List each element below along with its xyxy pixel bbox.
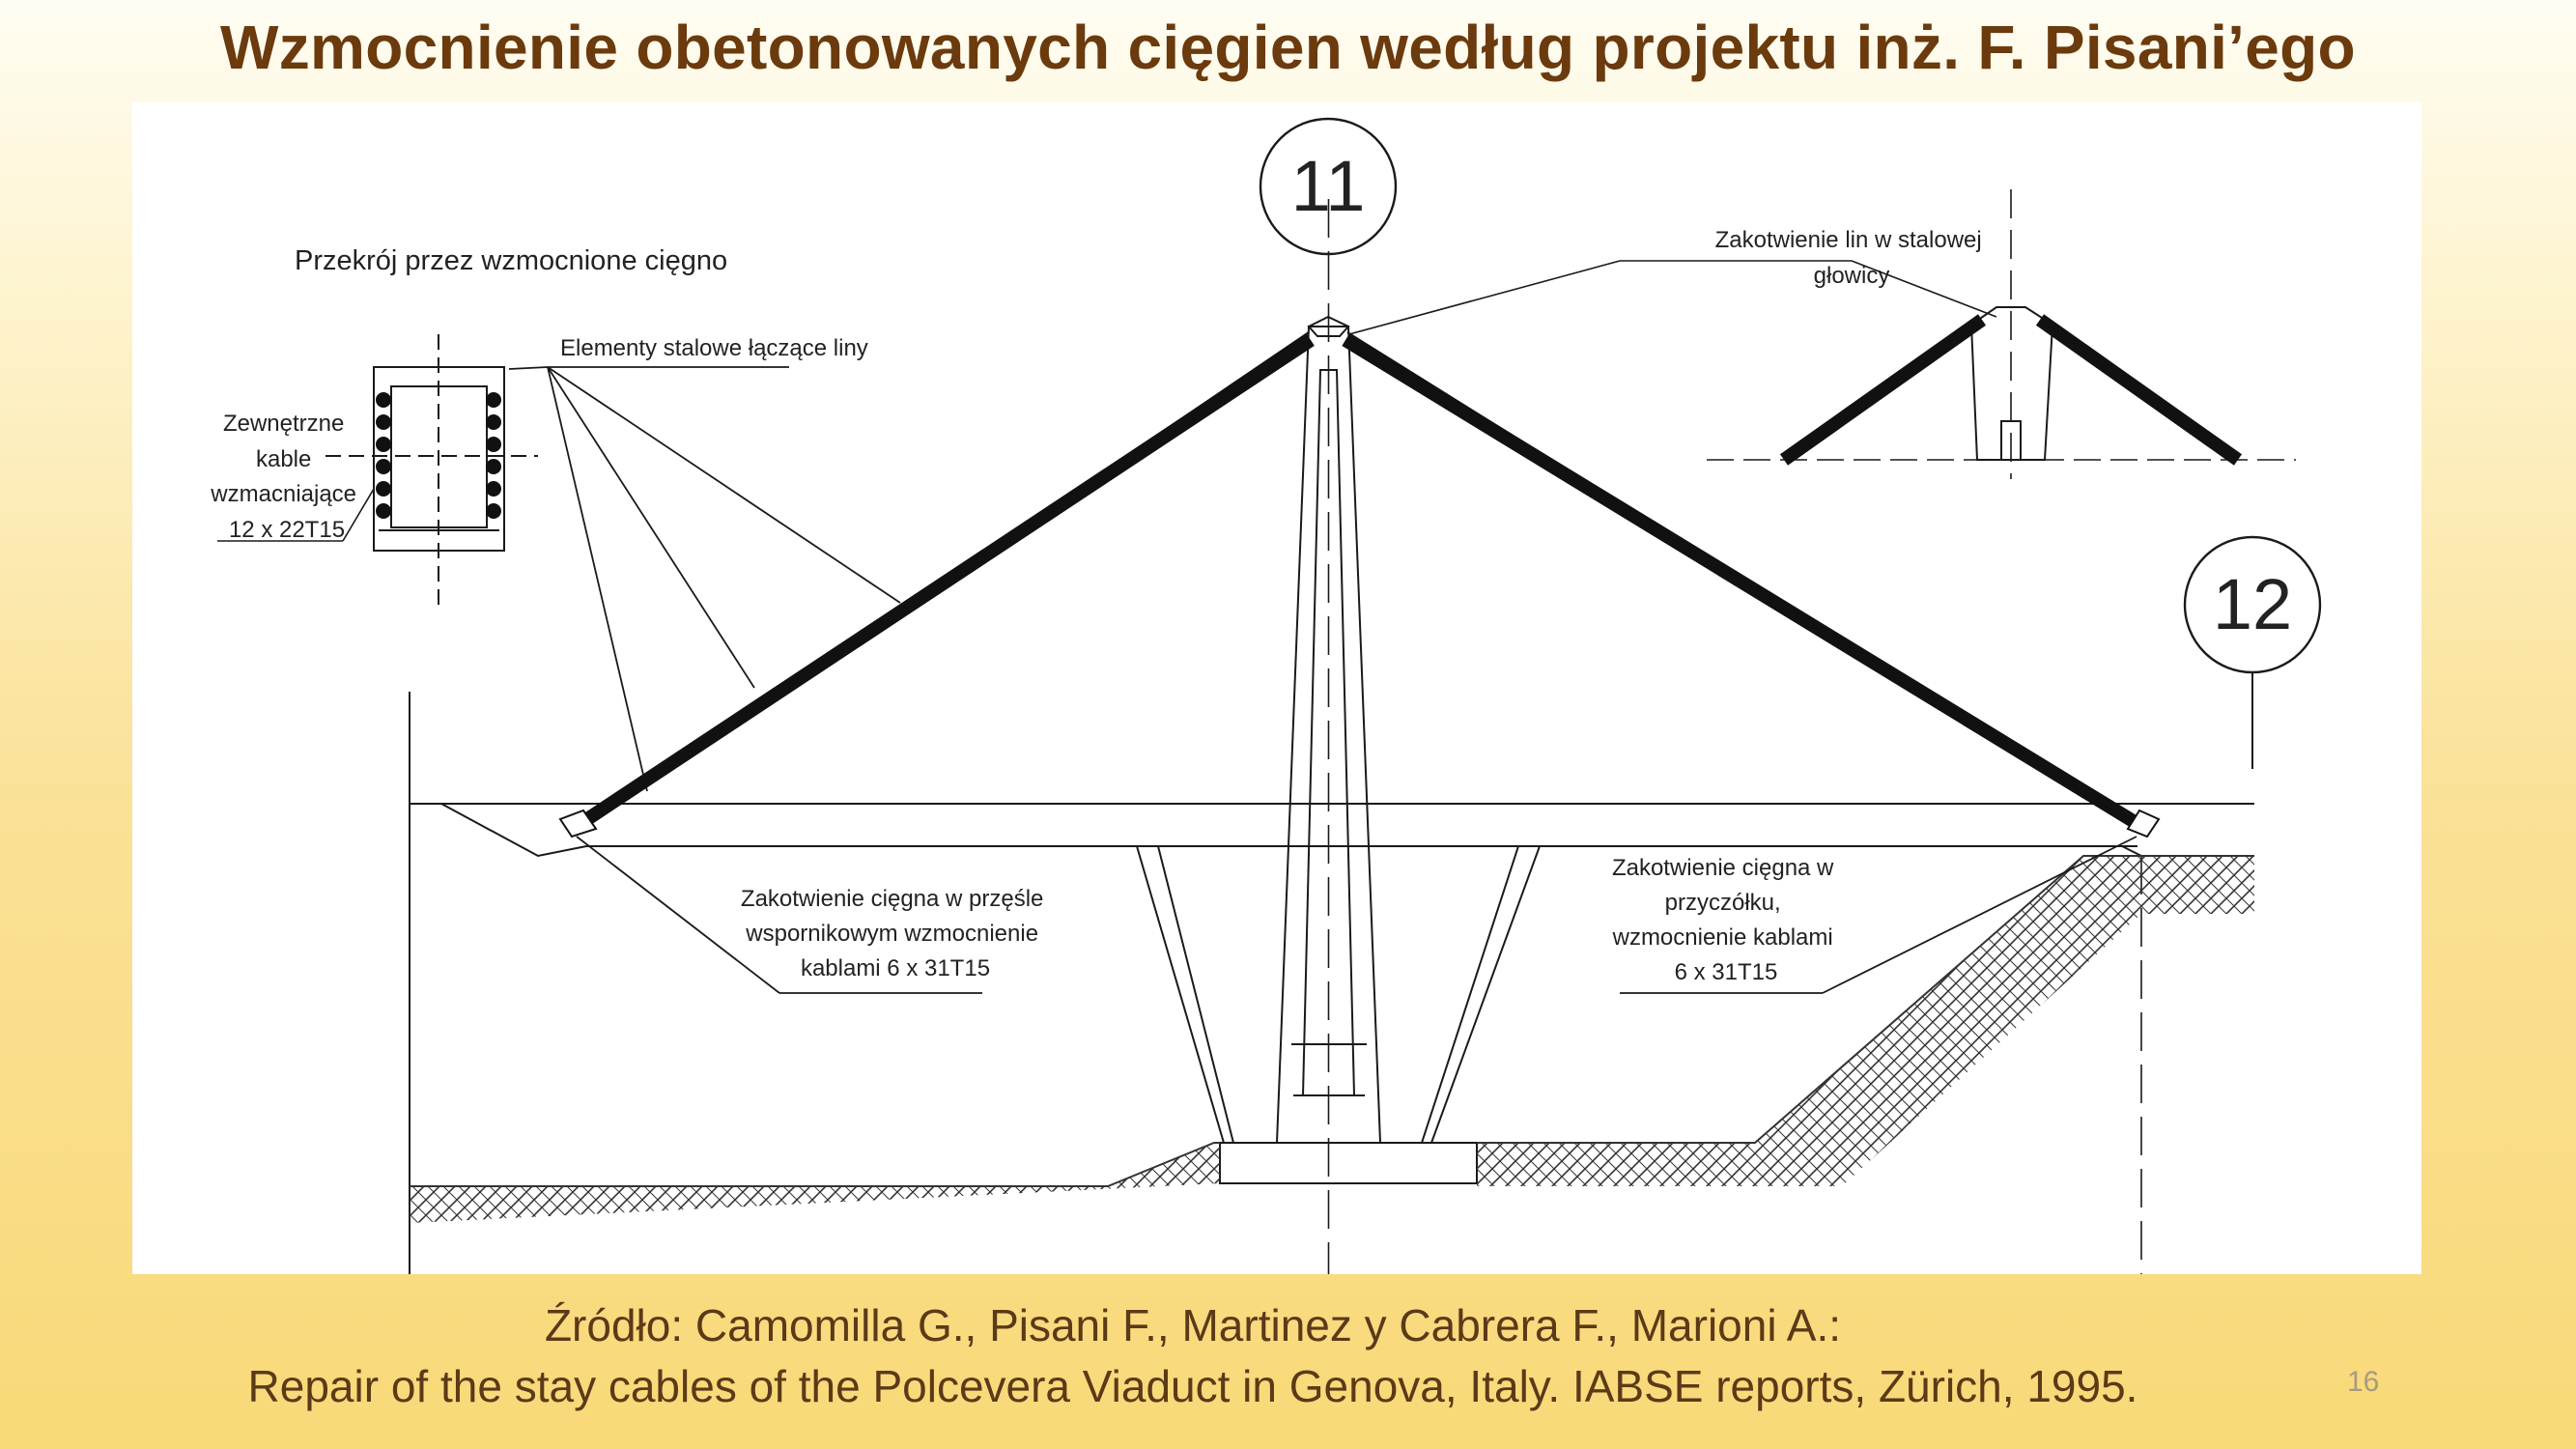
section-title: Przekrój przez wzmocnione cięgno bbox=[295, 245, 728, 276]
cable-cross-section bbox=[210, 245, 727, 605]
source-line-2: Repair of the stay cables of the Polcevera Viaduct in Genova, Italy. IABSE reports, Zürich, 1995. bbox=[247, 1361, 2138, 1411]
external-cables-label: Zewnętrzne kable wzmacniające 12 x 22T15 bbox=[211, 411, 357, 543]
pier-11-label: 11 bbox=[1290, 146, 1366, 226]
cantilever-anchor-callout bbox=[577, 837, 1050, 993]
steel-elements-label: Elementy stalowe łączące liny bbox=[560, 335, 868, 361]
anchorage-head-label: Zakotwienie lin w stalowej głowicy bbox=[1714, 227, 1982, 289]
page-number: 16 bbox=[2347, 1366, 2380, 1398]
abutment-anchor-label: Zakotwienie cięgna w przyczółku, wzmocnienie kablami 6 x 31T15 bbox=[1611, 855, 1834, 985]
source-line-1: Źródło: Camomilla G., Pisani F., Martinez y Cabrera F., Marioni A.: bbox=[544, 1300, 1842, 1350]
pier-12-label: 12 bbox=[2212, 564, 2293, 644]
steel-elements-leader bbox=[509, 335, 900, 791]
slide-title: Wzmocnienie obetonowanych cięgien według projektu inż. F. Pisani’ego bbox=[220, 13, 2356, 82]
cantilever-anchor-label: Zakotwienie cięgna w przęśle wspornikowym wzmocnienie kablami 6 x 31T15 bbox=[740, 886, 1044, 981]
pier-11-tower bbox=[1137, 119, 1540, 1274]
viaduct-drawing-svg bbox=[132, 102, 2421, 1274]
stay-cables bbox=[560, 332, 2159, 837]
engineering-drawing bbox=[132, 102, 2421, 1274]
terrain bbox=[410, 856, 2254, 1223]
